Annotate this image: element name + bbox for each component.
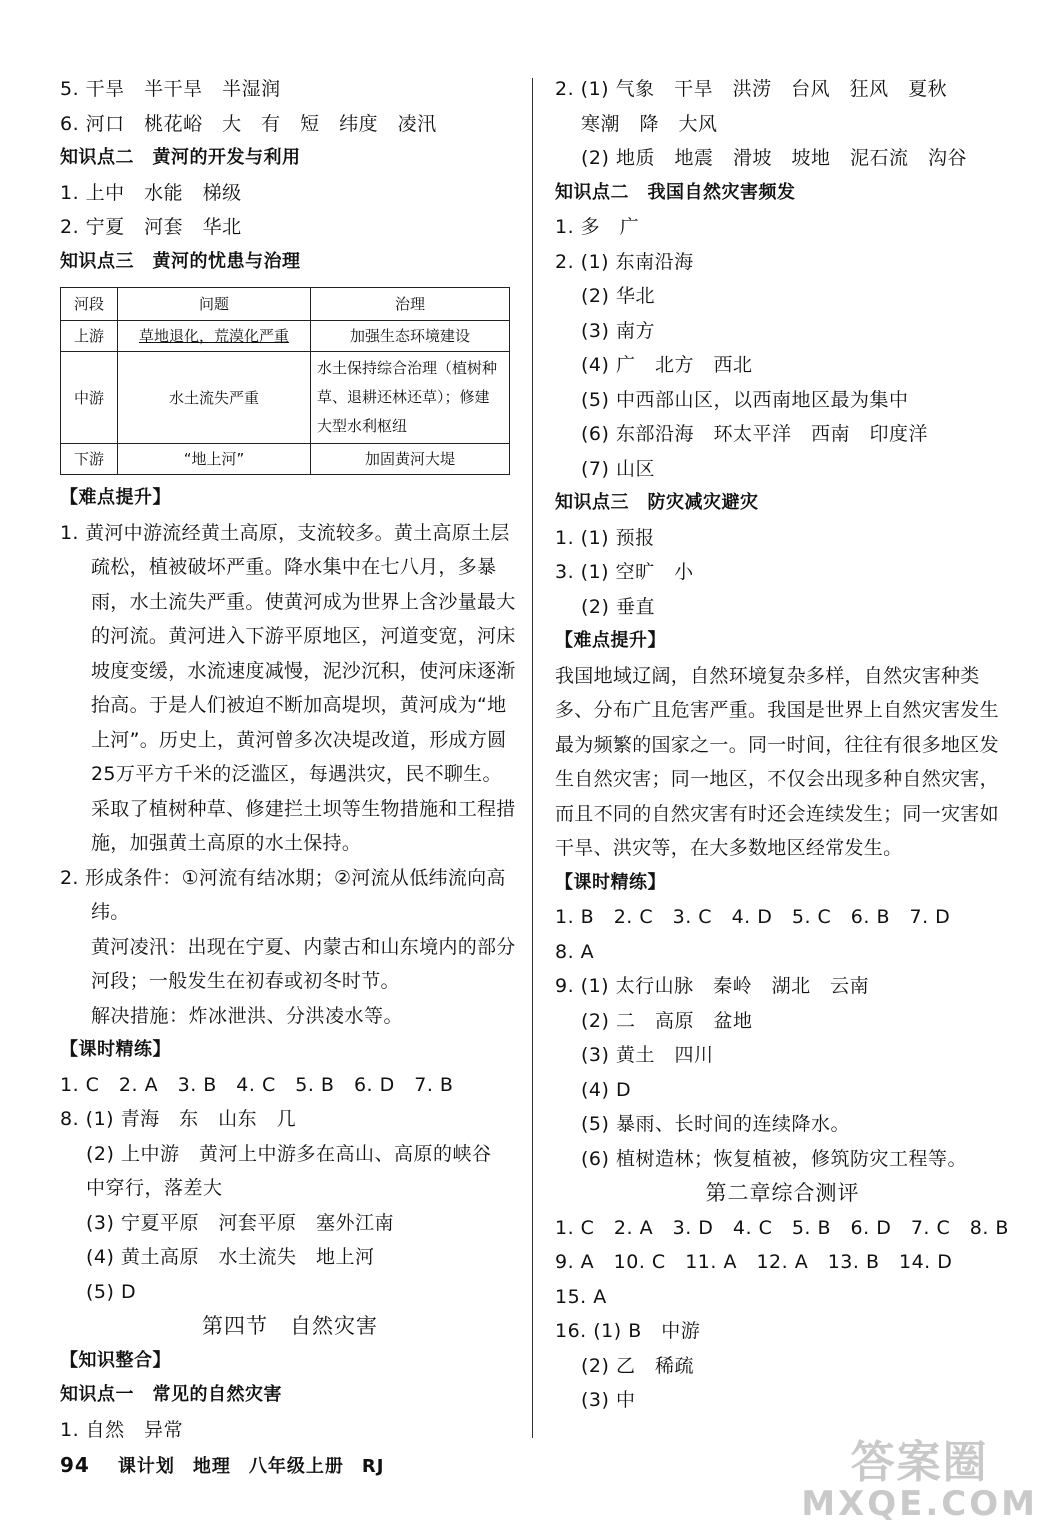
column-divider: [532, 78, 533, 1438]
answer-line: 16. (1) B 中游: [555, 1320, 701, 1342]
yellow-river-governance-table: [60, 287, 510, 475]
watermark-url: MXQE.COM: [801, 1484, 1038, 1524]
table-header: 问题: [118, 288, 311, 321]
table-cell-problem: 水土流失严重: [118, 352, 311, 444]
page-footer: [60, 1452, 384, 1478]
answer-line: 1. 自然 异常: [60, 1418, 184, 1441]
knowledge-point-heading: 知识点三 黄河的忧患与治理: [60, 250, 301, 272]
answer-subline: (2) 地质 地震 滑坡 坡地 泥石流 沟谷: [581, 147, 967, 169]
table-row: [61, 352, 510, 444]
left-column: [60, 72, 520, 1447]
answer-line: 2. (1) 东南沿海: [555, 250, 694, 273]
answer-line: 9. (1) 太行山脉 秦岭 湖北 云南: [555, 975, 870, 997]
answer-line: 1. (1) 预报: [555, 526, 655, 549]
answer-subline: (3) 黄土 四川: [581, 1044, 714, 1066]
right-column: [555, 72, 1010, 1418]
answer-subline: (2) 上中游 黄河上中游多在高山、高原的峡谷: [86, 1142, 492, 1165]
table-cell-fix: 加固黄河大堤: [311, 444, 510, 475]
knowledge-point-heading: 知识点三 防灾减灾避灾: [555, 492, 759, 513]
section-label: 【课时精练】: [60, 1039, 171, 1060]
table-header: 治理: [311, 288, 510, 321]
answer-line: 8. A: [555, 940, 595, 963]
table-row: [61, 444, 510, 475]
answer-subline: (6) 东部沿海 环太平洋 西南 印度洋: [581, 423, 928, 445]
answer-subline: (3) 南方: [581, 319, 655, 342]
table-cell-fix: 水土保持综合治理（植树种草、退耕还林还草）；修建大型水利枢纽: [311, 352, 510, 444]
answer-subline: 寒潮 降 大风: [581, 112, 718, 135]
table-header: 河段: [61, 288, 118, 321]
answer-subline: (4) 广 北方 西北: [581, 354, 753, 376]
answer-subline: (2) 乙 稀疏: [581, 1354, 694, 1377]
knowledge-point-heading: 知识点一 常见的自然灾害: [60, 1384, 282, 1405]
answer-subline: (7) 山区: [581, 457, 655, 480]
answer-subline: (2) 垂直: [581, 595, 655, 618]
answer-line: 2. 宁夏 河套 华北: [60, 216, 242, 238]
table-cell-problem: “地上河”: [118, 444, 311, 475]
answer-line: 1. C 2. A 3. B 4. C 5. B 6. D 7. B: [60, 1073, 454, 1096]
answer-subline: (5) 中西部山区，以西南地区最为集中: [581, 388, 909, 411]
table-cell-segment: 中游: [61, 352, 118, 444]
table-header-row: [61, 288, 510, 321]
answer-subline: (3) 中: [581, 1389, 636, 1411]
answer-line: 8. (1) 青海 东 山东 几: [60, 1108, 297, 1130]
watermark-logo: [801, 1426, 1038, 1524]
paragraph: 解决措施：炸冰泄洪、分洪凌水等。: [91, 1004, 404, 1027]
knowledge-point-heading: 知识点二 黄河的开发与利用: [60, 147, 301, 168]
answer-line: 6. 河口 桃花峪 大 有 短 纬度 凌汛: [60, 112, 437, 135]
page-number: 94: [60, 1453, 90, 1477]
answer-subline: (3) 宁夏平原 河套平原 塞外江南: [86, 1211, 394, 1234]
answer-subline: (2) 华北: [581, 285, 655, 307]
footer-book: 课计划: [117, 1456, 175, 1477]
paragraph: 1. 黄河中游流经黄土高原，支流较多。黄土高原土层疏松，植被破坏严重。降水集中在七八月，多暴雨，水土流失严重。使黄河成为世界上含沙量最大的河流。黄河进入下游平原地区，河道变宽，河床坡度变缓，水流速度减慢，泥沙沉积，使河床逐渐抬高。于是人们被迫不断加高堤坝，黄河成为“地上河”。历史上，黄河曾多次决堤改道，形成方圆25万平方千米的泛滥区，每遇洪灾，民不聊生。采取了植树种草、修建拦土坝等生物措施和工程措施，加强黄土高原的水土保持。: [60, 521, 516, 854]
chapter-title: 第二章综合测评: [705, 1181, 860, 1205]
answer-subline: (5) 暴雨、长时间的连续降水。: [581, 1113, 850, 1135]
answer-subline: (4) D: [581, 1078, 632, 1101]
table-cell-fix: 加强生态环境建设: [311, 321, 510, 352]
answer-line: 9. A 10. C 11. A 12. A 13. B 14. D: [555, 1251, 953, 1273]
table-cell-segment: 上游: [61, 321, 118, 352]
answer-subline: (4) 黄土高原 水土流失 地上河: [86, 1246, 375, 1268]
paragraph: 2. 形成条件：①河流有结冰期；②河流从低纬流向高纬。: [60, 866, 506, 923]
section-label: 【难点提升】: [60, 487, 171, 508]
answer-line: 3. (1) 空旷 小: [555, 561, 694, 583]
section-label: 【课时精练】: [555, 871, 666, 893]
answer-line: 1. B 2. C 3. C 4. D 5. C 6. B 7. D: [555, 906, 951, 928]
answer-line: 2. (1) 气象 干旱 洪涝 台风 狂风 夏秋: [555, 78, 948, 100]
footer-grade: 八年级上册: [248, 1456, 344, 1477]
footer-edition: RJ: [361, 1456, 385, 1477]
watermark-text: 答案圈: [850, 1437, 989, 1488]
answer-line: 5. 干旱 半干旱 半湿润: [60, 78, 281, 100]
answer-subline: 中穿行，落差大: [86, 1177, 223, 1199]
answer-line: 15. A: [555, 1285, 607, 1308]
answer-line: 1. C 2. A 3. D 4. C 5. B 6. D 7. C 8. B: [555, 1216, 1009, 1239]
answer-line: 1. 上中 水能 梯级: [60, 181, 242, 204]
table-cell-problem: 草地退化，荒漠化严重: [118, 321, 311, 352]
paragraph: 黄河凌汛：出现在宁夏、内蒙古和山东境内的部分河段；一般发生在初春或初冬时节。: [91, 935, 516, 992]
section-label: 【难点提升】: [555, 630, 666, 651]
answer-subline: (2) 二 高原 盆地: [581, 1009, 753, 1032]
answer-subline: (6) 植树造林；恢复植被，修筑防灾工程等。: [581, 1147, 967, 1170]
answer-subline: (5) D: [86, 1280, 137, 1303]
table-row: [61, 321, 510, 352]
section-label: 【知识整合】: [60, 1349, 171, 1371]
footer-subject: 地理: [192, 1456, 231, 1477]
paragraph: 我国地域辽阔，自然环境复杂多样，自然灾害种类多、分布广且危害严重。我国是世界上自然灾害发生最为频繁的国家之一。同一时间，往往有很多地区发生自然灾害；同一地区，不仅会出现多种自然灾害，而且不同的自然灾害有时还会连续发生；同一灾害如干旱、洪灾等，在大多数地区经常发生。: [555, 664, 999, 859]
knowledge-point-heading: 知识点二 我国自然灾害频发: [555, 181, 796, 203]
table-cell-segment: 下游: [61, 444, 118, 475]
answer-line: 1. 多 广: [555, 216, 640, 238]
section-title: 第四节 自然灾害: [202, 1314, 378, 1338]
